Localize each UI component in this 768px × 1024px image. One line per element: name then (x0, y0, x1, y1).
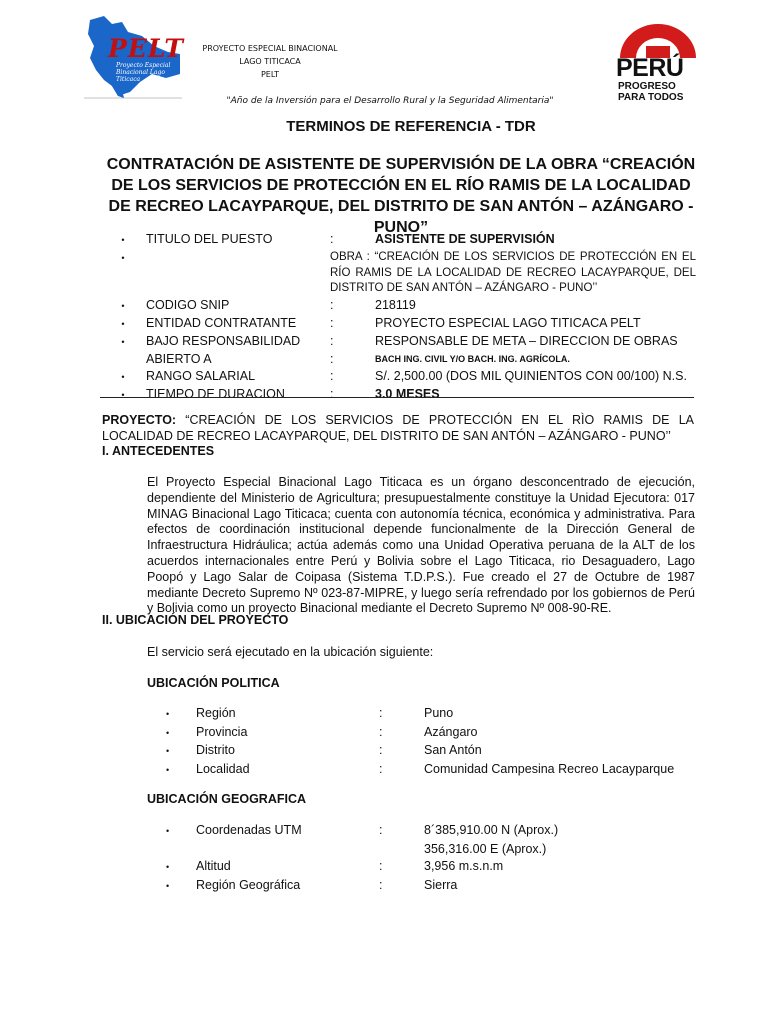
location-colon: : (379, 859, 383, 873)
location-label: Región (196, 706, 236, 720)
pelt-logo-text: PELT (108, 34, 184, 63)
location-label: Localidad (196, 761, 250, 776)
location-colon: : (379, 743, 383, 757)
field-row (100, 250, 696, 297)
org-line-3: PELT (260, 70, 280, 79)
peru-logo (616, 20, 700, 108)
field-label: ENTIDAD CONTRATANTE (146, 315, 297, 330)
field-row (100, 231, 696, 249)
location-colon: : (379, 706, 383, 720)
bullet: • (166, 862, 170, 872)
bullet: • (166, 826, 170, 836)
location-row (166, 877, 686, 896)
field-label: CODIGO SNIP (146, 297, 230, 312)
field-row (100, 386, 696, 404)
bullet (166, 841, 196, 859)
field-row (100, 297, 696, 315)
field-label: BAJO RESPONSABILIDAD (146, 333, 301, 348)
location-label: Coordenadas UTM (196, 823, 302, 837)
location-row (166, 841, 686, 859)
field-row (100, 315, 696, 333)
field-value: ASISTENTE DE SUPERVISIÓN (375, 232, 555, 246)
bullet: • (166, 880, 170, 891)
field-colon: : (330, 368, 334, 383)
field-colon: : (330, 333, 334, 348)
antecedentes-paragraph: El Proyecto Especial Binacional Lago Titicaca es un órgano desconcentrado de ejecución, dependiente del Ministerio de Agricultura; presupuestalmente constituye la Unidad Ejecutora: 017 MINAG Binacional Lago Titicaca; cuenta con autonomía técnica, económica y administrativa. Para efectos de coordinación institucional depende funcionalmente de la Dirección General de Infraestructura Hidráulica; actúa además como una Unidad Operativa peruana de la ALT de los acuerdos internacionales entre Perú y Bolivia sobre el Lago Titicaca, rio Desaguadero, Lago Poopó y Lago Salar de Coipasa (Sistema T.D.P.S.). Fue creado el 27 de Octubre de 1987 mediante Decreto Supremo Nº 023-87-MIPRE, y luego sería refrendado por los gobiernos de Perú y Bolivia como un proyecto Binacional mediante el Decreto Supremo Nº 008-90-RE. (147, 475, 695, 616)
bullet: • (166, 709, 170, 719)
bullet: • (121, 300, 125, 311)
ubicacion-geografica-title: UBICACIÓN GEOGRAFICA (147, 792, 307, 806)
motto: "Año de la Inversión para el Desarrollo Rural y la Seguridad Alimentaria" (226, 96, 554, 106)
location-row (166, 761, 686, 780)
location-colon: : (379, 724, 383, 739)
location-colon: : (379, 877, 383, 892)
ubicacion-geografica-list (166, 822, 686, 895)
ubicacion-politica-title: UBICACIÓN POLITICA (147, 676, 280, 690)
field-colon: : (330, 232, 334, 246)
location-value: 3,956 m.s.n.m (424, 859, 504, 873)
field-value: OBRA : “CREACIÓN DE LOS SERVICIOS DE PROTECCIÓN EN EL RÍO RAMIS DE LA LOCALIDAD DE RECREO LACAYPARQUE, DEL DISTRITO DE SAN ANTÓN – AZÁNGARO - PUNO’’ (330, 251, 696, 294)
peru-tagline-1: PROGRESO (618, 81, 676, 92)
pelt-logo-subtext: Proyecto Especial Binacional Lago Titicaca (116, 62, 171, 83)
location-row (166, 822, 686, 841)
field-value: 3.0 MESES (375, 386, 440, 401)
project-label: PROYECTO: (102, 413, 177, 427)
location-row (166, 724, 686, 743)
project-statement (102, 412, 694, 444)
field-colon: : (330, 297, 334, 312)
location-value: Puno (424, 706, 454, 720)
field-value: S/. 2,500.00 (DOS MIL QUINIENTOS CON 00/100) N.S. (375, 368, 687, 383)
location-value: Azángaro (424, 724, 478, 739)
bullet (100, 351, 146, 352)
bullet: • (121, 235, 125, 245)
org-line-1: PROYECTO ESPECIAL BINACIONAL (202, 44, 338, 53)
ubicacion-politica-list (166, 705, 686, 779)
organization-name (190, 42, 350, 81)
location-value: San Antón (424, 743, 482, 757)
bullet: • (121, 389, 125, 400)
location-label: Provincia (196, 724, 248, 739)
divider (100, 397, 694, 398)
location-colon (379, 841, 424, 859)
ubicacion-intro: El servicio será ejecutado en la ubicación siguiente: (147, 645, 434, 659)
peru-tagline-2: PARA TODOS (618, 92, 684, 103)
field-colon: : (330, 386, 334, 401)
field-row (100, 368, 696, 386)
field-label: TITULO DEL PUESTO (146, 232, 273, 246)
document-type-title: TERMINOS DE REFERENCIA - TDR (286, 118, 536, 135)
field-label: RANGO SALARIAL (146, 368, 256, 383)
field-row (100, 333, 696, 351)
field-colon: : (330, 351, 334, 366)
field-row (100, 351, 696, 368)
project-text: “CREACIÓN DE LOS SERVICIOS DE PROTECCIÓN EN EL RÌO RAMIS DE LA LOCALIDAD DE RECREO LACAYPARQUE, DEL DISTRITO DE SAN ANTÓN – AZÁNGARO - PUNO’’ (102, 413, 694, 443)
field-colon: : (330, 315, 334, 330)
page-title: CONTRATACIÓN DE ASISTENTE DE SUPERVISIÓN DE LA OBRA “CREACIÓN DE LOS SERVICIOS DE PROTECCIÓN EN EL RÍO RAMIS DE LA LOCALIDAD DE RECREO LACAYPARQUE, DEL DISTRITO DE SAN ANTÓN – AZÁNGARO - PUNO” (106, 156, 696, 236)
location-colon: : (379, 761, 383, 776)
peru-logo-name: PERÚ (616, 54, 684, 82)
location-value: Comunidad Campesina Recreo Lacayparque (424, 761, 675, 776)
position-details (100, 231, 696, 404)
peru-logo-tagline (618, 81, 683, 103)
bullet: • (166, 746, 170, 756)
location-value: 8´385,910.00 N (Aprox.) (424, 823, 559, 837)
bullet: • (166, 764, 170, 775)
pelt-logo (82, 12, 184, 100)
field-label: TIEMPO DE DURACION (146, 386, 285, 401)
bullet: • (121, 336, 125, 347)
location-value: 356,316.00 E (Aprox.) (424, 841, 547, 856)
location-label: Altitud (196, 859, 231, 873)
field-value: BACH ING. CIVIL Y/O BACH. ING. AGRÍCOLA. (375, 353, 570, 364)
section-ubicacion-title: II. UBICACIÓN DEL PROYECTO (102, 613, 289, 627)
section-antecedentes-title: I. ANTECEDENTES (102, 444, 215, 458)
location-row (166, 858, 686, 877)
field-value: RESPONSABLE DE META – DIRECCION DE OBRAS (375, 333, 678, 348)
location-colon: : (379, 823, 383, 837)
bullet: • (121, 318, 125, 329)
location-row (166, 742, 686, 761)
location-label (196, 841, 379, 859)
location-value: Sierra (424, 877, 458, 892)
field-value: 218119 (375, 297, 416, 312)
org-line-2: LAGO TITICACA (239, 57, 301, 66)
bullet: • (121, 371, 125, 382)
field-value: PROYECTO ESPECIAL LAGO TITICACA PELT (375, 315, 641, 330)
field-label: ABIERTO A (146, 351, 212, 366)
bullet: • (166, 727, 170, 738)
location-label: Región Geográfica (196, 877, 301, 892)
bullet: • (121, 253, 125, 263)
location-row (166, 705, 686, 724)
location-label: Distrito (196, 743, 235, 757)
